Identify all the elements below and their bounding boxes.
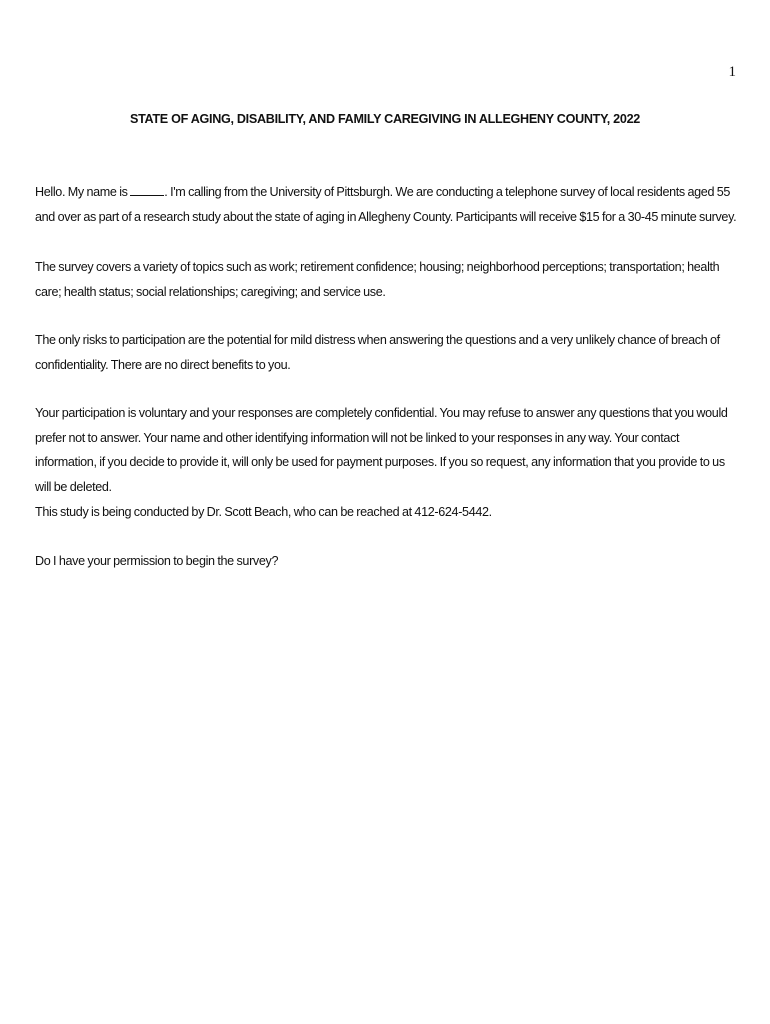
topics-paragraph: The survey covers a variety of topics such as work; retirement confidence; housing; neighborhood perceptions; transportation; health care; health status; social relationships; caregiving; and service use.: [35, 260, 720, 299]
page-number: 1: [728, 64, 736, 80]
risks-paragraph: The only risks to participation are the potential for mild distress when answering the questions and a very unlikely chance of breach of confidentiality. There are no direct benefits to you.: [35, 333, 720, 372]
document-title: STATE OF AGING, DISABILITY, AND FAMILY CAREGIVING IN ALLEGHENY COUNTY, 2022: [129, 112, 640, 126]
intro-paragraph: [35, 180, 740, 229]
intro-text-start: Hello. My name is: [35, 185, 131, 199]
intro-text-end: . I'm calling from the University of Pittsburgh. We are conducting a telephone survey of local residents aged 55 and over as part of a research study about the state of aging in Allegheny County. Participants will receive $15 for a 30-45 minute survey.: [35, 185, 737, 224]
contact-paragraph: This study is being conducted by Dr. Scott Beach, who can be reached at 412-624-5442.: [35, 505, 492, 519]
voluntary-paragraph: Your participation is voluntary and your responses are completely confidential. You may refuse to answer any questions that you would prefer not to answer. Your name and other identifying information will not be linked to your responses in any way. Your contact information, if you decide to provide it, will only be used for payment purposes. If you so request, any information that you provide to us will be deleted.: [35, 406, 728, 494]
name-blank-line: [130, 183, 164, 196]
permission-question: Do I have your permission to begin the survey?: [35, 554, 279, 568]
